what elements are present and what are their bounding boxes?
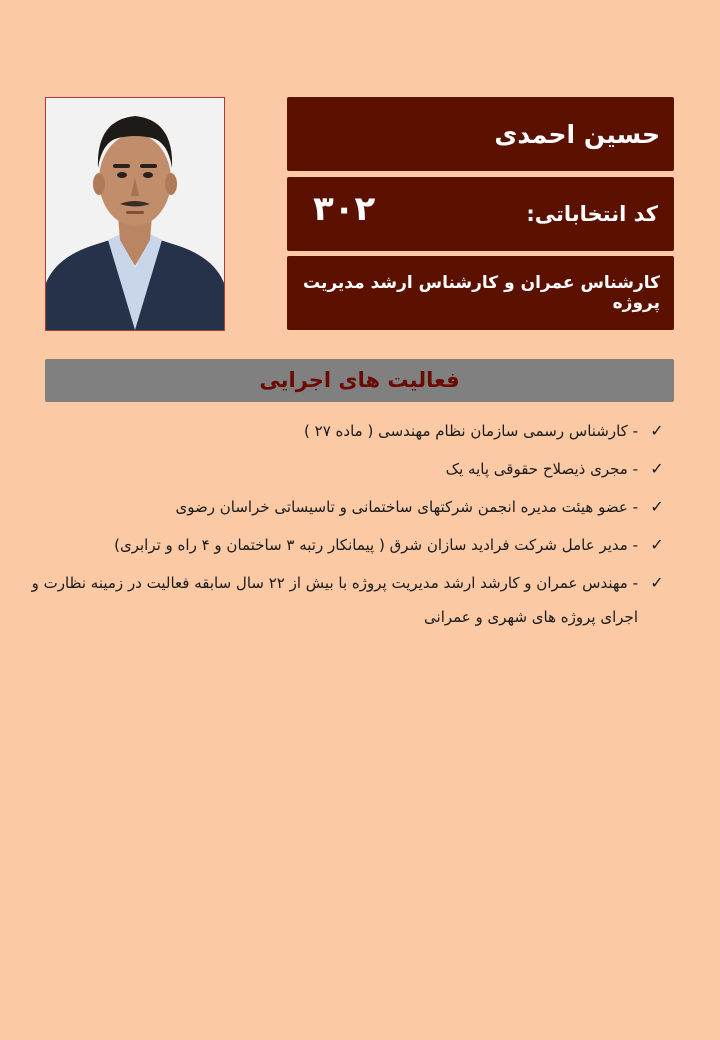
candidate-title-box bbox=[287, 256, 674, 330]
list-item bbox=[28, 532, 668, 558]
check-icon: ✓ bbox=[650, 497, 664, 516]
activity-text: - عضو هیئت مدیره انجمن شرکتهای ساختمانی و تاسیساتی خراسان رضوی bbox=[175, 498, 638, 516]
list-item bbox=[28, 494, 668, 520]
activity-text: - مجری ذیصلاح حقوقی پایه یک bbox=[445, 460, 638, 478]
election-code-label: کد انتخاباتی: bbox=[526, 202, 658, 226]
activities-heading: فعالیت های اجرایی bbox=[45, 359, 674, 402]
list-item bbox=[28, 418, 668, 444]
activity-text: - مهندس عمران و کارشد ارشد مدیریت پروژه با بیش از ۲۲ سال سابقه فعالیت در زمینه نظارت و اجرای پروژه های شهری و عمرانی bbox=[31, 574, 638, 626]
activity-text: - مدیر عامل شرکت فرادید سازان شرق ( پیمانکار رتبه ۳ ساختمان و ۴ راه و ترابری) bbox=[114, 536, 638, 554]
list-item bbox=[28, 456, 668, 482]
check-icon: ✓ bbox=[650, 535, 664, 554]
election-code-box bbox=[287, 177, 674, 251]
candidate-name-box bbox=[287, 97, 674, 171]
check-icon: ✓ bbox=[650, 573, 664, 592]
activity-text: - کارشناس رسمی سازمان نظام مهندسی ( ماده ۲۷ ) bbox=[304, 422, 638, 440]
list-item bbox=[28, 570, 668, 634]
check-icon: ✓ bbox=[650, 421, 664, 440]
election-code-number: ۳۰۲ bbox=[313, 189, 376, 229]
activities-list bbox=[28, 418, 668, 646]
candidate-title: کارشناس عمران و کارشناس ارشد مدیریت پروژه bbox=[302, 273, 660, 313]
candidate-name: حسین احمدی bbox=[494, 119, 660, 149]
person-portrait-icon bbox=[46, 98, 224, 330]
check-icon: ✓ bbox=[650, 459, 664, 478]
profile-photo bbox=[45, 97, 225, 331]
